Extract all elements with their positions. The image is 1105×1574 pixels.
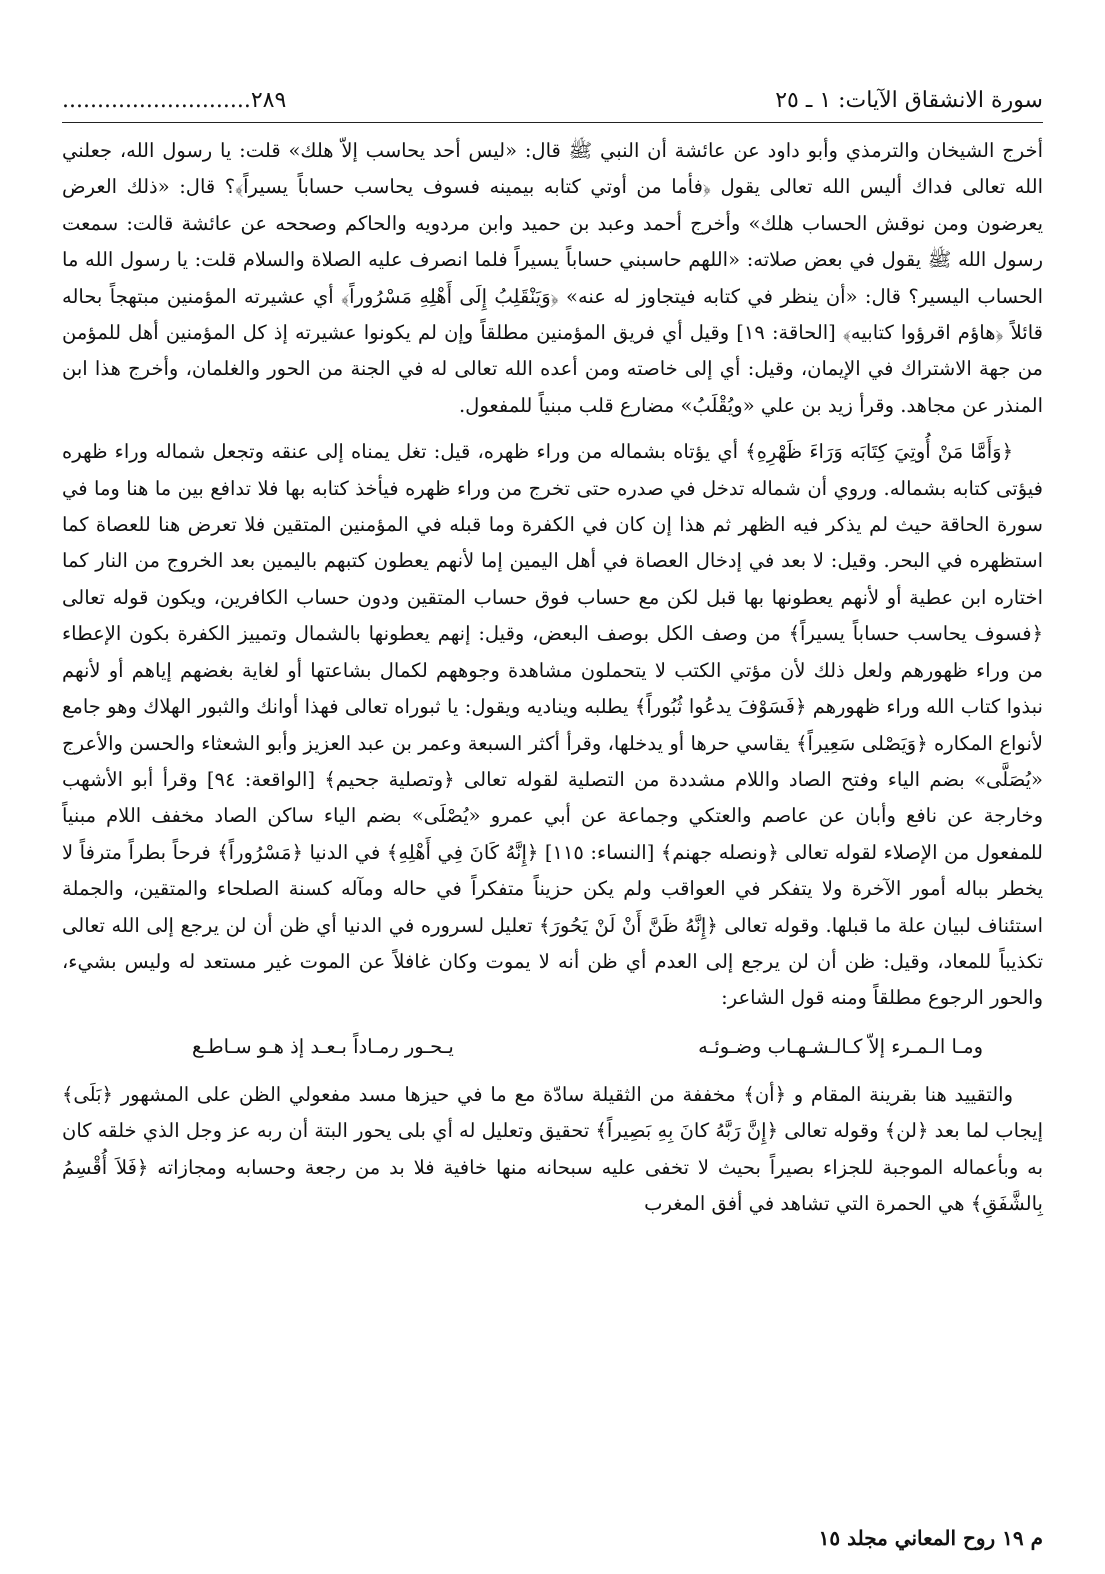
verse-second-hemistich: يـحـور رمـاداً بـعـد إذ هـو سـاطـع [192, 1034, 454, 1058]
running-header [62, 86, 1043, 123]
poetry-verse [192, 1029, 983, 1065]
page-number: ٢٨٩........................... [62, 88, 287, 113]
paragraph-3: والتقييد هنا بقرينة المقام و ﴿أن﴾ مخففة من الثقيلة سادّة مع ما في حيزها مسد مفعولي الظن على المشهور ﴿بَلَى﴾ إيجاب لما بعد ﴿لن﴾ وقوله تعالى ﴿إِنَّ رَبَّهُ كانَ بِهِ بَصِيراً﴾ تحقيق وتعليل له أي بلى يحور البتة أن ربه عز وجل الذي خلقه كان به وبأعماله الموجبة للجزاء بصيراً بحيث لا تخفى عليه سبحانه منها خافية فلا بد من رجعة وحسابه ومجازاته ﴿فَلاَ أُقْسِمُ بِالشَّفَقِ﴾ هي الحمرة التي تشاهد في أفق المغرب [62, 1082, 1043, 1215]
signature-footer: م ١٩ روح المعاني مجلد ١٥ [818, 1526, 1043, 1550]
surah-title: سورة الانشقاق الآيات: ١ ـ ٢٥ [775, 88, 1043, 113]
paragraph-2: ﴿وَأَمَّا مَنْ أُوتِيَ كِتَابَه وَرَاءَ ظَهْرِهِ﴾ أي يؤتاه بشماله من وراء ظهره، قيل: تغل يمناه إلى عنقه وتجعل شماله وراء ظهره فيؤتى كتابه بشماله. وروي أن شماله تدخل في صدره حتى تخرج من وراء ظهره فيأخذ كتابه بها فلا تدافع بين ما هنا وما في سورة الحاقة حيث لم يذكر فيه الظهر ثم هذا إن كان في الكفرة وما قبله في المؤمنين المتقين فلا تعرض هنا للعصاة كما استظهره في البحر. وقيل: لا بعد في إدخال العصاة في أهل اليمين إما لأنهم يعطون كتبهم باليمين بعد الخروج من النار كما اختاره ابن عطية أو لأنهم يعطونها بها قبل لكن مع حساب فوق حساب المتقين ودون حساب الكافرين، ويكون قوله تعالى ﴿فسوف يحاسب حساباً يسيراً﴾ من وصف الكل بوصف البعض، وقيل: إنهم يعطونها بالشمال وتمييز الكفرة بكون الإعطاء من وراء ظهورهم ولعل ذلك لأن مؤتي الكتب لا يتحملون مشاهدة وجوههم لكمال بشاعتها أو لغاية بغضهم إياهم أو لأنهم نبذوا كتاب الله وراء ظهورهم ﴿فَسَوْفَ يدعُوا ثُبُوراً﴾ يطلبه ويناديه ويقول: يا ثبوراه تعالى فهذا أوانك والثبور الهلاك وهو جامع لأنواع المكاره ﴿وَيَصْلى سَعِيراً﴾ يقاسي حرها أو يدخلها، وقرأ أكثر السبعة وعمر بن عبد العزيز وأبو الشعثاء والحسن والأعرج «يُصَلَّى» بضم الياء وفتح الصاد واللام مشددة من التصلية لقوله تعالى ﴿وتصلية جحيم﴾ [الواقعة: ٩٤] وقرأ أبو الأشهب وخارجة عن نافع وأبان عن عاصم والعتكي وجماعة عن أبي عمرو «يُصْلَى» بضم الياء ساكن الصاد مخفف اللام مبنياً للمفعول من الإصلاء لقوله تعالى ﴿ونصله جهنم﴾ [النساء: ١١٥] ﴿إِنَّهُ كَانَ فِي أَهْلِهِ﴾ في الدنيا ﴿مَسْرُوراً﴾ فرحاً بطراً مترفاً لا يخطر بباله أمور الآخرة ولا يتفكر في العواقب ولم يكن حزيناً متفكراً في حاله ومآله كسنة الصلحاء والمتقين، والجملة استئناف لبيان علة ما قبلها. وقوله تعالى ﴿إِنَّهُ ظَنَّ أَنْ لَنْ يَحُورَ﴾ تعليل لسروره في الدنيا أي ظن أن لن يرجع إلى الله تعالى تكذيباً للمعاد، وقيل: ظن أن لن يرجع إلى العدم أي ظن أنه لا يموت وكان غافلاً عن الموت غير مستعد له وليس بشيء، والحور الرجوع مطلقاً ومنه قول الشاعر: [62, 440, 1043, 1010]
paragraph-1: أخرج الشيخان والترمذي وأبو داود عن عائشة أن النبي ﷺ قال: «ليس أحد يحاسب إلاّ هلك» قلت: يا رسول الله، جعلني الله تعالى فداك أليس الله تعالى يقول ﴿فأما من أوتي كتابه بيمينه فسوف يحاسب حساباً يسيراً﴾؟ قال: «ذلك العرض يعرضون ومن نوقش الحساب هلك» وأخرج أحمد وعبد بن حميد وابن مردويه والحاكم وصححه عن عائشة قالت: سمعت رسول الله ﷺ يقول في بعض صلاته: «اللهم حاسبني حساباً يسيراً فلما انصرف عليه الصلاة والسلام قلت: يا رسول الله ما الحساب اليسير؟ قال: «أن ينظر في كتابه فيتجاوز له عنه» ﴿وَيَنْقَلِبُ إِلَى أَهْلِهِ مَسْرُوراً﴾ أي عشيرته المؤمنين مبتهجاً بحاله قائلاً ﴿هاؤم اقرؤوا كتابيه﴾ [الحاقة: ١٩] وقيل أي فريق المؤمنين مطلقاً وإن لم يكونوا عشيرته إذ كل المؤمنين أهل للمؤمن من جهة الاشتراك في الإيمان، وقيل: أي إلى خاصته ومن أعده الله تعالى له في الجنة من الحور والغلمان، وأخرج هذا ابن المنذر عن مجاهد. وقرأ زيد بن علي «ويُقْلَبُ» مضارع قلب مبنياً للمفعول. [62, 139, 1043, 417]
verse-first-hemistich: ومـا الـمـرء إلاّ كـالـشـهـاب وضـوئـه [698, 1034, 983, 1058]
